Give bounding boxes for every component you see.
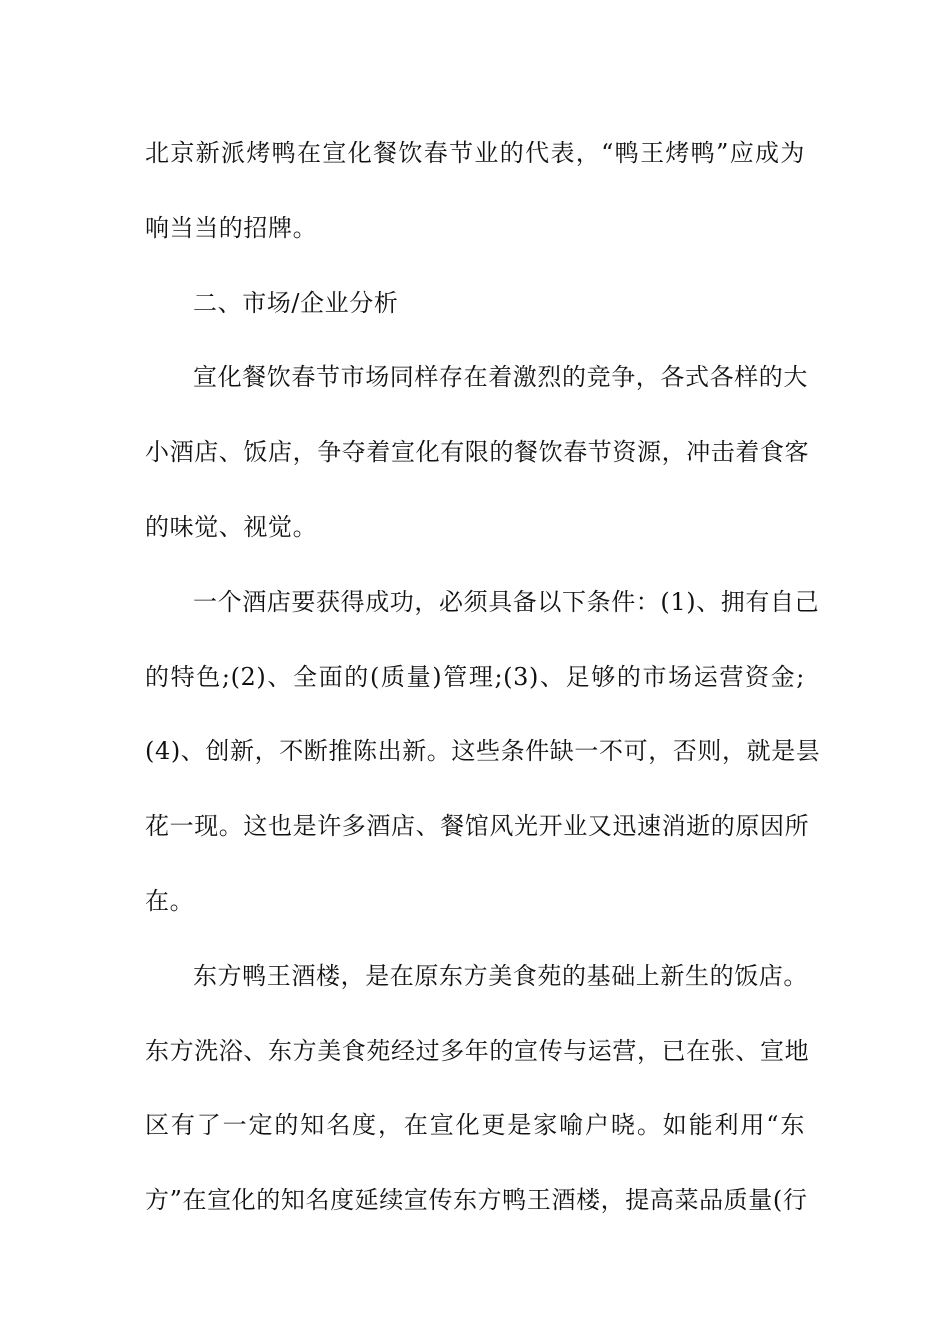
text-line: 东方鸭王酒楼，是在原东方美食苑的基础上新生的饭店。	[193, 961, 808, 990]
text-line: 在。	[145, 886, 195, 915]
text-line: 一个酒店要获得成功，必须具备以下条件：(1)、拥有自己	[193, 587, 820, 616]
text-line: 小酒店、饭店，争夺着宣化有限的餐饮春节资源，冲击着食客	[145, 438, 810, 467]
text-line: 响当当的招牌。	[145, 213, 318, 242]
text-line: 宣化餐饮春节市场同样存在着激烈的竞争，各式各样的大	[193, 363, 808, 392]
text-line: 方”在宣化的知名度延续宣传东方鸭王酒楼，提高菜品质量(行	[145, 1186, 808, 1215]
section-heading: 二、市场/企业分析	[193, 288, 399, 317]
text-line: 区有了一定的知名度，在宣化更是家喻户晓。如能利用“东	[145, 1111, 805, 1140]
text-line: 花一现。这也是许多酒店、餐馆风光开业又迅速消逝的原因所	[145, 812, 810, 841]
text-line: 东方洗浴、东方美食苑经过多年的宣传与运营，已在张、宣地	[145, 1036, 810, 1065]
text-line: (4)、创新，不断推陈出新。这些条件缺一不可，否则，就是昙	[145, 737, 821, 766]
document-body	[145, 116, 821, 1238]
text-line: 的味觉、视觉。	[145, 512, 318, 541]
text-line: 的特色;(2)、全面的(质量)管理;(3)、足够的市场运营资金;	[145, 662, 805, 691]
text-line: 北京新派烤鸭在宣化餐饮春节业的代表，“鸭王烤鸭”应成为	[145, 139, 805, 167]
